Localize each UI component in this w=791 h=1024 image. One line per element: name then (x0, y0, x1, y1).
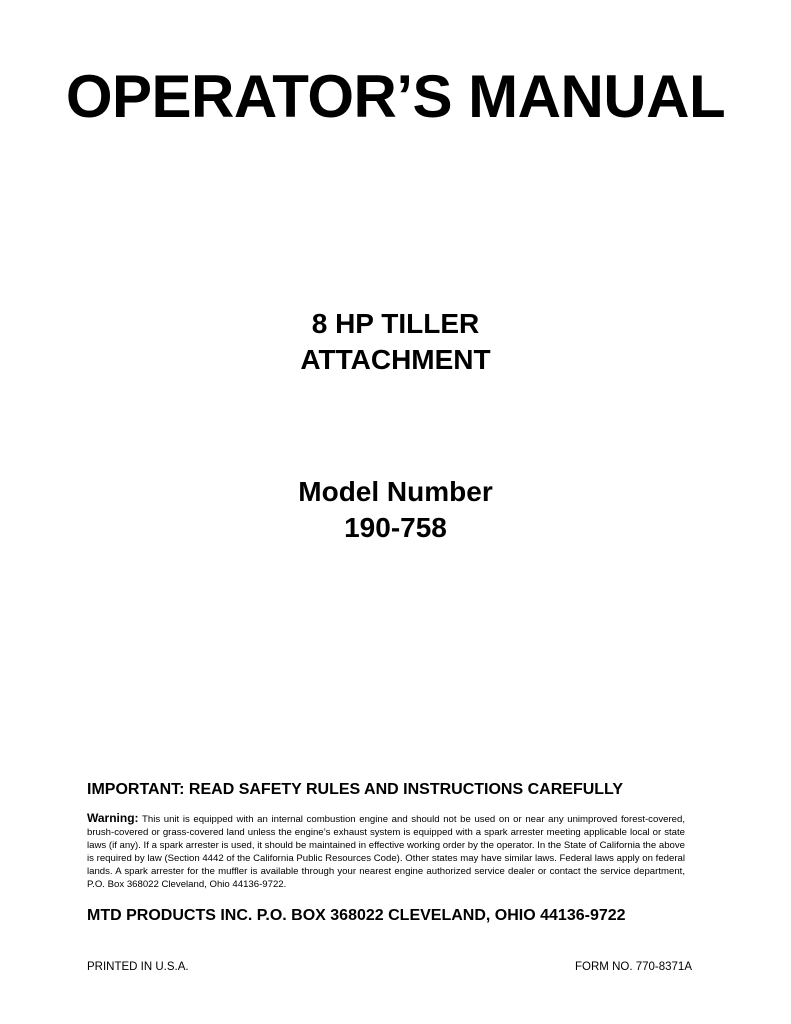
warning-paragraph (87, 812, 685, 891)
model-number: 190-758 (344, 512, 447, 543)
company-address: MTD PRODUCTS INC. P.O. BOX 368022 CLEVELAND, OHIO 44136-9722 (87, 907, 626, 924)
manual-title: OPERATOR’S MANUAL (65, 63, 726, 130)
printed-in-label: PRINTED IN U.S.A. (87, 961, 189, 973)
warning-label: Warning: (87, 811, 139, 825)
model-label: Model Number (298, 476, 493, 507)
model-block (0, 474, 791, 546)
important-heading: IMPORTANT: READ SAFETY RULES AND INSTRUCTIONS CAREFULLY (87, 781, 624, 798)
product-name-line-2: ATTACHMENT (300, 344, 491, 375)
form-number: FORM NO. 770-8371A (575, 961, 692, 973)
product-name (0, 306, 791, 378)
warning-text: This unit is equipped with an internal combustion engine and should not be used on or near any unimproved forest-covered, brush-covered or grass-covered land unless the engine’s exhaust system is equipped with a spark arrester meeting applicable local or state laws (if any). If a spark arrester is used, it should be maintained in effective working order by the operator. In the State of California the above is required by law (Section 4442 of the California Public Resources Code). Other states may have similar laws. Federal laws apply on federal lands. A spark arrester for the muffler is available through your nearest engine authorized service dealer or contact the service department, P.O. Box 368022 Cleveland, Ohio 44136-9722. (87, 814, 685, 890)
product-name-line-1: 8 HP TILLER (311, 308, 480, 339)
